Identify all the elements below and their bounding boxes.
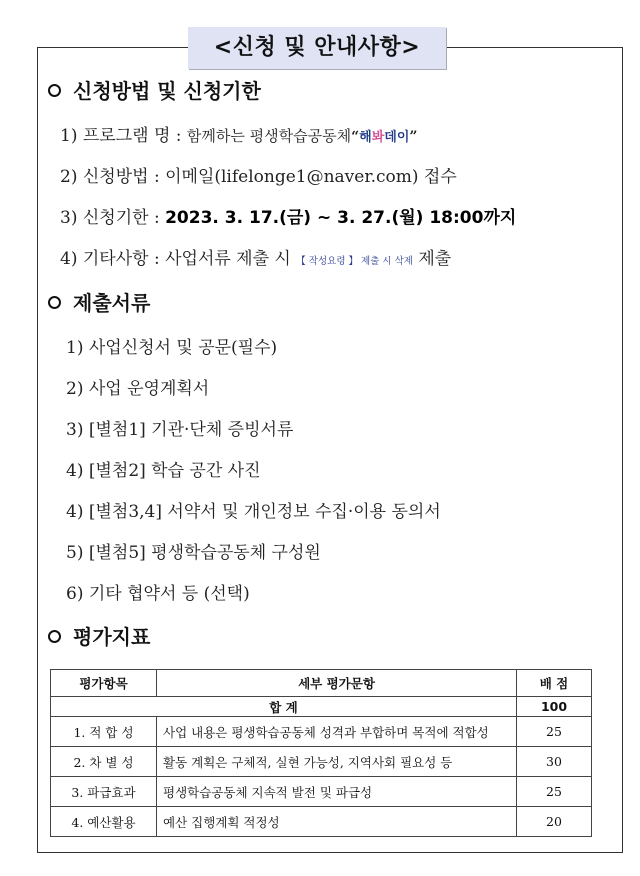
item-number: 3) [60, 208, 78, 228]
application-method-line [60, 162, 457, 187]
table-header-row [51, 670, 592, 697]
eval-desc: 활동 계획은 구체적, 실현 가능성, 지역사회 필요성 등 [157, 747, 517, 777]
item-label: 기타사항 : [82, 249, 160, 269]
circle-bullet-icon [48, 296, 61, 309]
brand-text-part: 봐 [371, 130, 385, 145]
circle-bullet-icon [48, 630, 61, 643]
table-header: 세부 평가문항 [157, 670, 517, 697]
application-method-value: 이메일(lifelonge1@naver.com) 접수 [165, 167, 457, 187]
eval-score: 25 [517, 777, 592, 807]
program-name-value: 함께하는 평생학습공동체 [186, 127, 352, 145]
brand-quote-close: ” [409, 129, 418, 145]
item-label: 신청방법 : [82, 167, 160, 187]
brand-text-part: 해 [359, 130, 372, 145]
eval-score: 30 [517, 747, 592, 777]
item-number: 1) [60, 126, 78, 146]
eval-score: 20 [517, 807, 592, 837]
eval-item: 2. 차 별 성 [51, 747, 157, 777]
eval-desc: 평생학습공동체 지속적 발전 및 파급성 [157, 777, 517, 807]
document-item: 5) [별첨5] 평생학습공동체 구성원 [66, 543, 321, 563]
document-item: 6) 기타 협약서 등 (선택) [66, 584, 250, 604]
eval-desc: 사업 내용은 평생학습공동체 성격과 부합하며 목적에 적합성 [157, 717, 517, 747]
section-evaluation-heading [48, 621, 150, 650]
document-item: 2) 사업 운영계획서 [66, 379, 210, 399]
table-header: 평가항목 [51, 670, 157, 697]
other-notes-line [60, 244, 451, 269]
table-row [51, 747, 592, 777]
delete-note: 【 작성요령 】 제출 시 삭제 [296, 256, 413, 267]
section-heading-text: 제출서류 [73, 291, 151, 315]
table-row [51, 807, 592, 837]
document-item: 4) [별첨2] 학습 공간 사진 [66, 461, 261, 481]
section-heading-text: 신청방법 및 신청기한 [73, 79, 261, 103]
total-label: 합 계 [51, 697, 517, 717]
section-application-heading [48, 75, 261, 104]
eval-score: 25 [517, 717, 592, 747]
eval-desc: 예산 집행계획 적정성 [157, 807, 517, 837]
eval-item: 1. 적 합 성 [51, 717, 157, 747]
document-item: 1) 사업신청서 및 공문(필수) [66, 338, 278, 358]
table-header: 배 점 [517, 670, 592, 697]
program-name-line [60, 121, 417, 146]
deadline-line [60, 203, 516, 228]
brand-quote-open: “ [351, 129, 360, 145]
circle-bullet-icon [48, 84, 61, 97]
item-number: 2) [60, 167, 78, 187]
section-heading-text: 평가지표 [73, 625, 151, 649]
section-documents-heading [48, 287, 150, 316]
total-row [51, 697, 592, 717]
total-value: 100 [517, 697, 592, 717]
page-title: <신청 및 안내사항> [188, 27, 446, 69]
brand-text-part: 데이 [384, 130, 410, 145]
table-row [51, 717, 592, 747]
item-number: 4) [60, 249, 78, 269]
item-label: 프로그램 명 : [82, 126, 182, 146]
eval-item: 3. 파급효과 [51, 777, 157, 807]
other-notes-value: 사업서류 제출 시 [165, 249, 291, 269]
eval-item: 4. 예산활용 [51, 807, 157, 837]
other-notes-tail: 제출 [418, 249, 452, 269]
document-item: 4) [별첨3,4] 서약서 및 개인정보 수집·이용 동의서 [66, 502, 441, 522]
document-item: 3) [별첨1] 기관·단체 증빙서류 [66, 420, 294, 440]
item-label: 신청기한 : [82, 208, 160, 228]
table-row [51, 777, 592, 807]
deadline-value: 2023. 3. 17.(금) ~ 3. 27.(월) 18:00까지 [165, 208, 517, 228]
evaluation-table [50, 669, 592, 837]
